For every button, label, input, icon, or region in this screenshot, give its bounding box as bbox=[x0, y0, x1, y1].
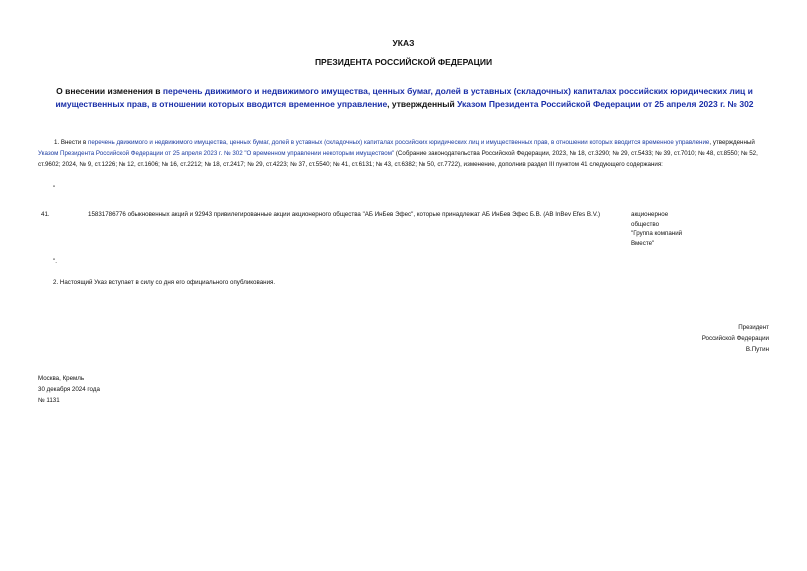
owner-line: акционерное bbox=[631, 211, 669, 218]
quote-open: " bbox=[53, 185, 56, 192]
clause-1-mid: , утвержденный bbox=[709, 139, 755, 146]
owner-line: Вместе" bbox=[631, 239, 655, 247]
document-title: УКАЗ bbox=[392, 38, 415, 48]
place-line: Москва, Кремль bbox=[38, 375, 85, 382]
heading-mid: , утвержденный bbox=[387, 98, 458, 109]
table-row-owner bbox=[631, 210, 701, 248]
clause-1 bbox=[38, 137, 771, 171]
clause-1-prefix: 1. Внести в bbox=[54, 139, 88, 146]
document-heading bbox=[38, 85, 771, 110]
clause-1-rest: (Собрание законодательства Российской Федерации, 2023, № 18, ст.3290; № 29, ст.5433; № 39, ст.7010; № 48, ст.8550; № 52, ст.9602; 2024, № 9, ст.1226; № 12, ст.1606; № 16, ст.2212; № 18, ст.2417; № 29, ст.4223; № 37, ст.5540; № 41, ст.6131; № 43, ст.6382; № 50, ст.7722), изменение, дополнив раздел III пунктом 41 следующего содержания: bbox=[38, 150, 758, 169]
signature-line: Президент bbox=[738, 324, 769, 331]
owner-line: общество bbox=[631, 220, 660, 228]
clause-2: 2. Настоящий Указ вступает в силу со дня его официального опубликования. bbox=[53, 279, 276, 286]
signature-line: Российской Федерации bbox=[701, 335, 769, 343]
owner-line: "Группа компаний bbox=[631, 230, 683, 238]
heading-link-list[interactable]: перечень движимого и недвижимого имущества, ценных бумаг, долей в уставных (складочных) капиталах российских юридических лиц и имущественных прав, в отношении которых вводится временное управление bbox=[55, 86, 753, 109]
heading-link-decree[interactable]: Указом Президента Российской Федерации от 25 апреля 2023 г. № 302 bbox=[457, 98, 754, 109]
signature-line: В.Путин bbox=[745, 346, 769, 354]
clause-1-link-list[interactable]: перечень движимого и недвижимого имущества, ценных бумаг, долей в уставных (складочных) капиталах российских юридических лиц и имущественных прав, в отношении которых вводится временное управление bbox=[87, 139, 710, 146]
heading-prefix: О внесении изменения в bbox=[56, 86, 163, 96]
place-date-block bbox=[38, 373, 238, 407]
quote-close: ". bbox=[53, 258, 57, 265]
decree-number: № 1131 bbox=[38, 397, 60, 405]
document-subtitle: ПРЕЗИДЕНТА РОССИЙСКОЙ ФЕДЕРАЦИИ bbox=[314, 57, 493, 67]
clause-1-link-decree[interactable]: Указом Президента Российской Федерации от 25 апреля 2023 г. № 302 "О временном управлении некоторым имуществом" bbox=[38, 150, 395, 158]
signature-block bbox=[569, 322, 769, 356]
table-row-number: 41. bbox=[41, 211, 50, 218]
date-line: 30 декабря 2024 года bbox=[38, 386, 100, 394]
table-row-description: 15831786776 обыкновенных акций и 92943 привилегированные акции акционерного общества "АБ ИнБев Эфес", которые принадлежат АБ ИнБев Эфес Б.В. (AB InBev Efes B.V.) bbox=[88, 211, 601, 218]
